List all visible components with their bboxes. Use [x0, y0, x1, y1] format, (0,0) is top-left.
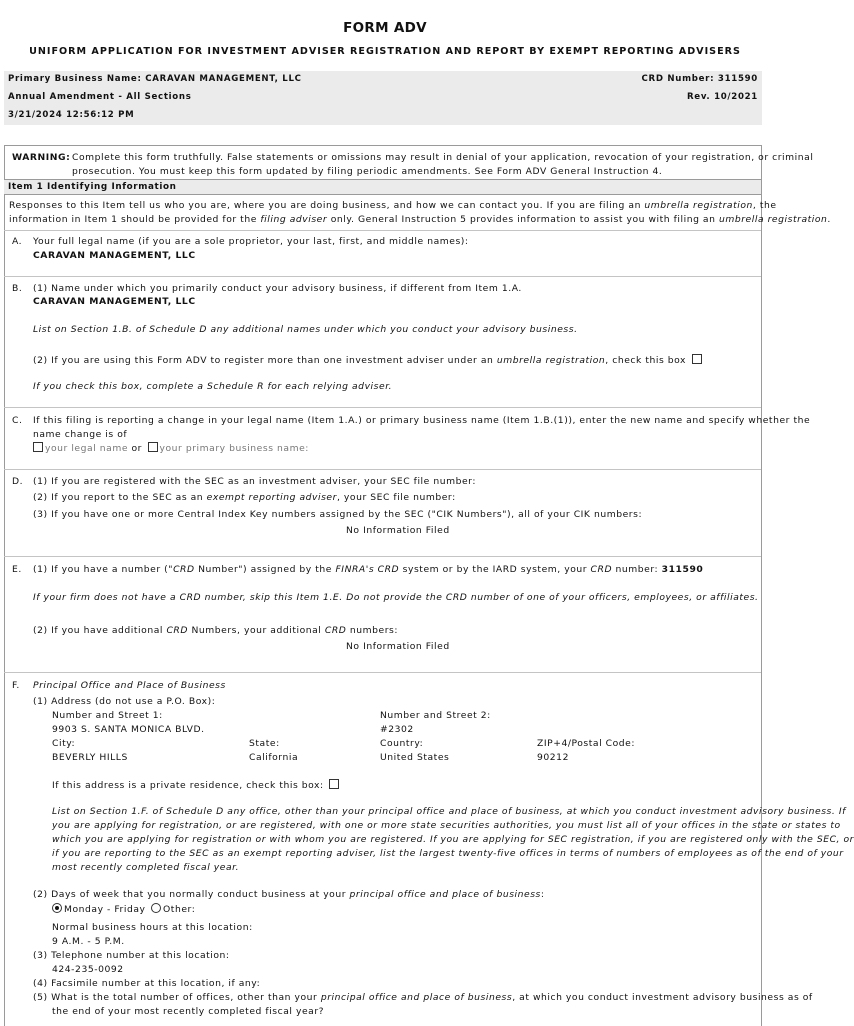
business-days-options: Monday - Friday Other:	[50, 903, 195, 915]
form-revision: Rev. 10/2021	[686, 92, 758, 102]
item-b-letter: B.	[12, 283, 23, 294]
amendment-type: Annual Amendment - All Sections	[8, 92, 192, 102]
item-c-question-line1: If this filing is reporting a change in your legal name (Item 1.A.) or primary business name (Item 1.B.(1)), enter the new name and specify whether the	[33, 415, 811, 426]
umbrella-registration-checkbox[interactable]	[692, 354, 702, 364]
divider	[4, 407, 761, 408]
item-b2-note: If you check this box, complete a Schedule R for each relying adviser.	[33, 381, 393, 392]
page-subtitle: UNIFORM APPLICATION FOR INVESTMENT ADVISER REGISTRATION AND REPORT BY EXEMPT REPORTING ADVISERS	[29, 46, 741, 57]
private-residence-checkbox[interactable]	[329, 779, 339, 789]
business-name-value: CARAVAN MANAGEMENT, LLC	[33, 296, 196, 307]
filing-timestamp: 3/21/2024 12:56:12 PM	[8, 110, 135, 120]
item-d3-question: (3) If you have one or more Central Index Key numbers assigned by the SEC ("CIK Numbers"), all of your CIK numbers:	[33, 509, 643, 520]
business-days-question: (2) Days of week that you normally conduct business at your principal office and place of business:	[33, 889, 545, 900]
item-c-letter: C.	[12, 415, 23, 426]
legal-name-value: CARAVAN MANAGEMENT, LLC	[33, 250, 196, 261]
divider	[4, 230, 761, 231]
cik-no-info: No Information Filed	[346, 525, 450, 536]
private-residence-question: If this address is a private residence, check this box:	[52, 779, 341, 791]
country-value: United States	[380, 752, 450, 763]
item-d1-question: (1) If you are registered with the SEC as an investment adviser, your SEC file number:	[33, 476, 476, 487]
business-hours-value: 9 A.M. - 5 P.M.	[52, 936, 125, 947]
offices-question-line2: the end of your most recently completed fiscal year?	[52, 1006, 325, 1017]
state-label: State:	[249, 738, 280, 749]
item-a-question: Your full legal name (if you are a sole proprietor, your last, first, and middle names):	[33, 236, 469, 247]
header-bar-timestamp	[4, 107, 762, 125]
offices-question-line1: (5) What is the total number of offices, other than your principal office and place of business, at which you conduct investment advisory business as of	[33, 992, 813, 1003]
telephone-label: (3) Telephone number at this location:	[33, 950, 230, 961]
item-d-letter: D.	[12, 476, 24, 487]
item-f-note-line2: you are applying for registration, or are registered, with one or more state securities authorities, you must list all of your offices in the state or states to	[52, 820, 841, 831]
state-value: California	[249, 752, 299, 763]
item-e2-question: (2) If you have additional CRD Numbers, your additional CRD numbers:	[33, 625, 399, 636]
item-f-note-line1: List on Section 1.F. of Schedule D any office, other than your principal office and place of business, at which you conduct investment advisory business. If	[52, 806, 846, 817]
warning-text-line2: prosecution. You must keep this form updated by filing periodic amendments. See Form ADV General Instruction 4.	[72, 166, 663, 177]
item-e-letter: E.	[12, 564, 22, 575]
crd-number-value: 311590	[661, 564, 704, 575]
item-f-heading: Principal Office and Place of Business	[33, 680, 226, 691]
item1-heading: Item 1 Identifying Information	[8, 182, 177, 192]
facsimile-label: (4) Facsimile number at this location, if any:	[33, 978, 261, 989]
item-f-note-line4: if you are reporting to the SEC as an exempt reporting adviser, list the largest twenty-five offices in terms of numbers of employees as of the end of your	[52, 848, 844, 859]
street1-label: Number and Street 1:	[52, 710, 163, 721]
item-d2-question: (2) If you report to the SEC as an exempt reporting adviser, your SEC file number:	[33, 492, 456, 503]
item-b-note: List on Section 1.B. of Schedule D any additional names under which you conduct your advisory business.	[33, 324, 578, 335]
city-value: BEVERLY HILLS	[52, 752, 128, 763]
additional-crd-no-info: No Information Filed	[346, 641, 450, 652]
telephone-value: 424-235-0092	[52, 964, 124, 975]
item-e1-question: (1) If you have a number ("CRD Number") assigned by the FINRA's CRD system or by the IARD system, your CRD number: 311590	[33, 564, 704, 575]
header-bar-business	[4, 71, 762, 89]
zip-label: ZIP+4/Postal Code:	[537, 738, 636, 749]
item1-intro-line1: Responses to this Item tell us who you are, where you are doing business, and how we can contact you. If you are filing an umbrella registration, the	[9, 200, 777, 211]
legal-name-change-checkbox[interactable]	[33, 442, 43, 452]
other-days-radio[interactable]	[151, 903, 161, 913]
item-f-note-line5: most recently completed fiscal year.	[52, 862, 240, 873]
street2-label: Number and Street 2:	[380, 710, 491, 721]
monday-friday-radio[interactable]	[52, 903, 62, 913]
crd-number: CRD Number: 311590	[641, 74, 758, 84]
item-b2-question: (2) If you are using this Form ADV to register more than one investment adviser under an umbrella registration, check this box	[33, 354, 704, 366]
zip-value: 90212	[537, 752, 569, 763]
item-f-letter: F.	[12, 680, 20, 691]
divider	[4, 672, 761, 673]
item-f-note-line3: which you are applying for registration or with whom you are registered. If you are applying for SEC registration, if you are registered only with the SEC, or	[52, 834, 854, 845]
warning-text-line1: Complete this form truthfully. False statements or omissions may result in denial of your application, revocation of your registration, or criminal	[72, 152, 814, 163]
item-c-question-line2: name change is of	[33, 429, 128, 440]
header-bar-amendment	[4, 89, 762, 107]
street1-value: 9903 S. SANTA MONICA BLVD.	[52, 724, 205, 735]
item1-heading-bar	[4, 179, 761, 195]
street2-value: #2302	[380, 724, 414, 735]
divider	[4, 469, 761, 470]
warning-label: WARNING:	[12, 152, 71, 163]
address-question: (1) Address (do not use a P.O. Box):	[33, 696, 216, 707]
item-b1-question: (1) Name under which you primarily conduct your advisory business, if different from Item 1.A.	[33, 283, 522, 294]
item1-intro-line2: information in Item 1 should be provided for the filing adviser only. General Instruction 5 provides information to assist you with filing an umbrella registration.	[9, 214, 831, 225]
country-label: Country:	[380, 738, 424, 749]
item-e-note: If your firm does not have a CRD number, skip this Item 1.E. Do not provide the CRD number of one of your officers, employees, or affiliates.	[33, 592, 759, 603]
page-title: FORM ADV	[343, 20, 427, 36]
divider	[4, 556, 761, 557]
item-a-letter: A.	[12, 236, 23, 247]
primary-business-name: Primary Business Name: CARAVAN MANAGEMENT, LLC	[8, 74, 302, 84]
divider	[4, 276, 761, 277]
business-hours-label: Normal business hours at this location:	[52, 922, 253, 933]
business-name-change-checkbox[interactable]	[148, 442, 158, 452]
city-label: City:	[52, 738, 76, 749]
name-change-options: your legal name or your primary business name:	[31, 442, 309, 454]
